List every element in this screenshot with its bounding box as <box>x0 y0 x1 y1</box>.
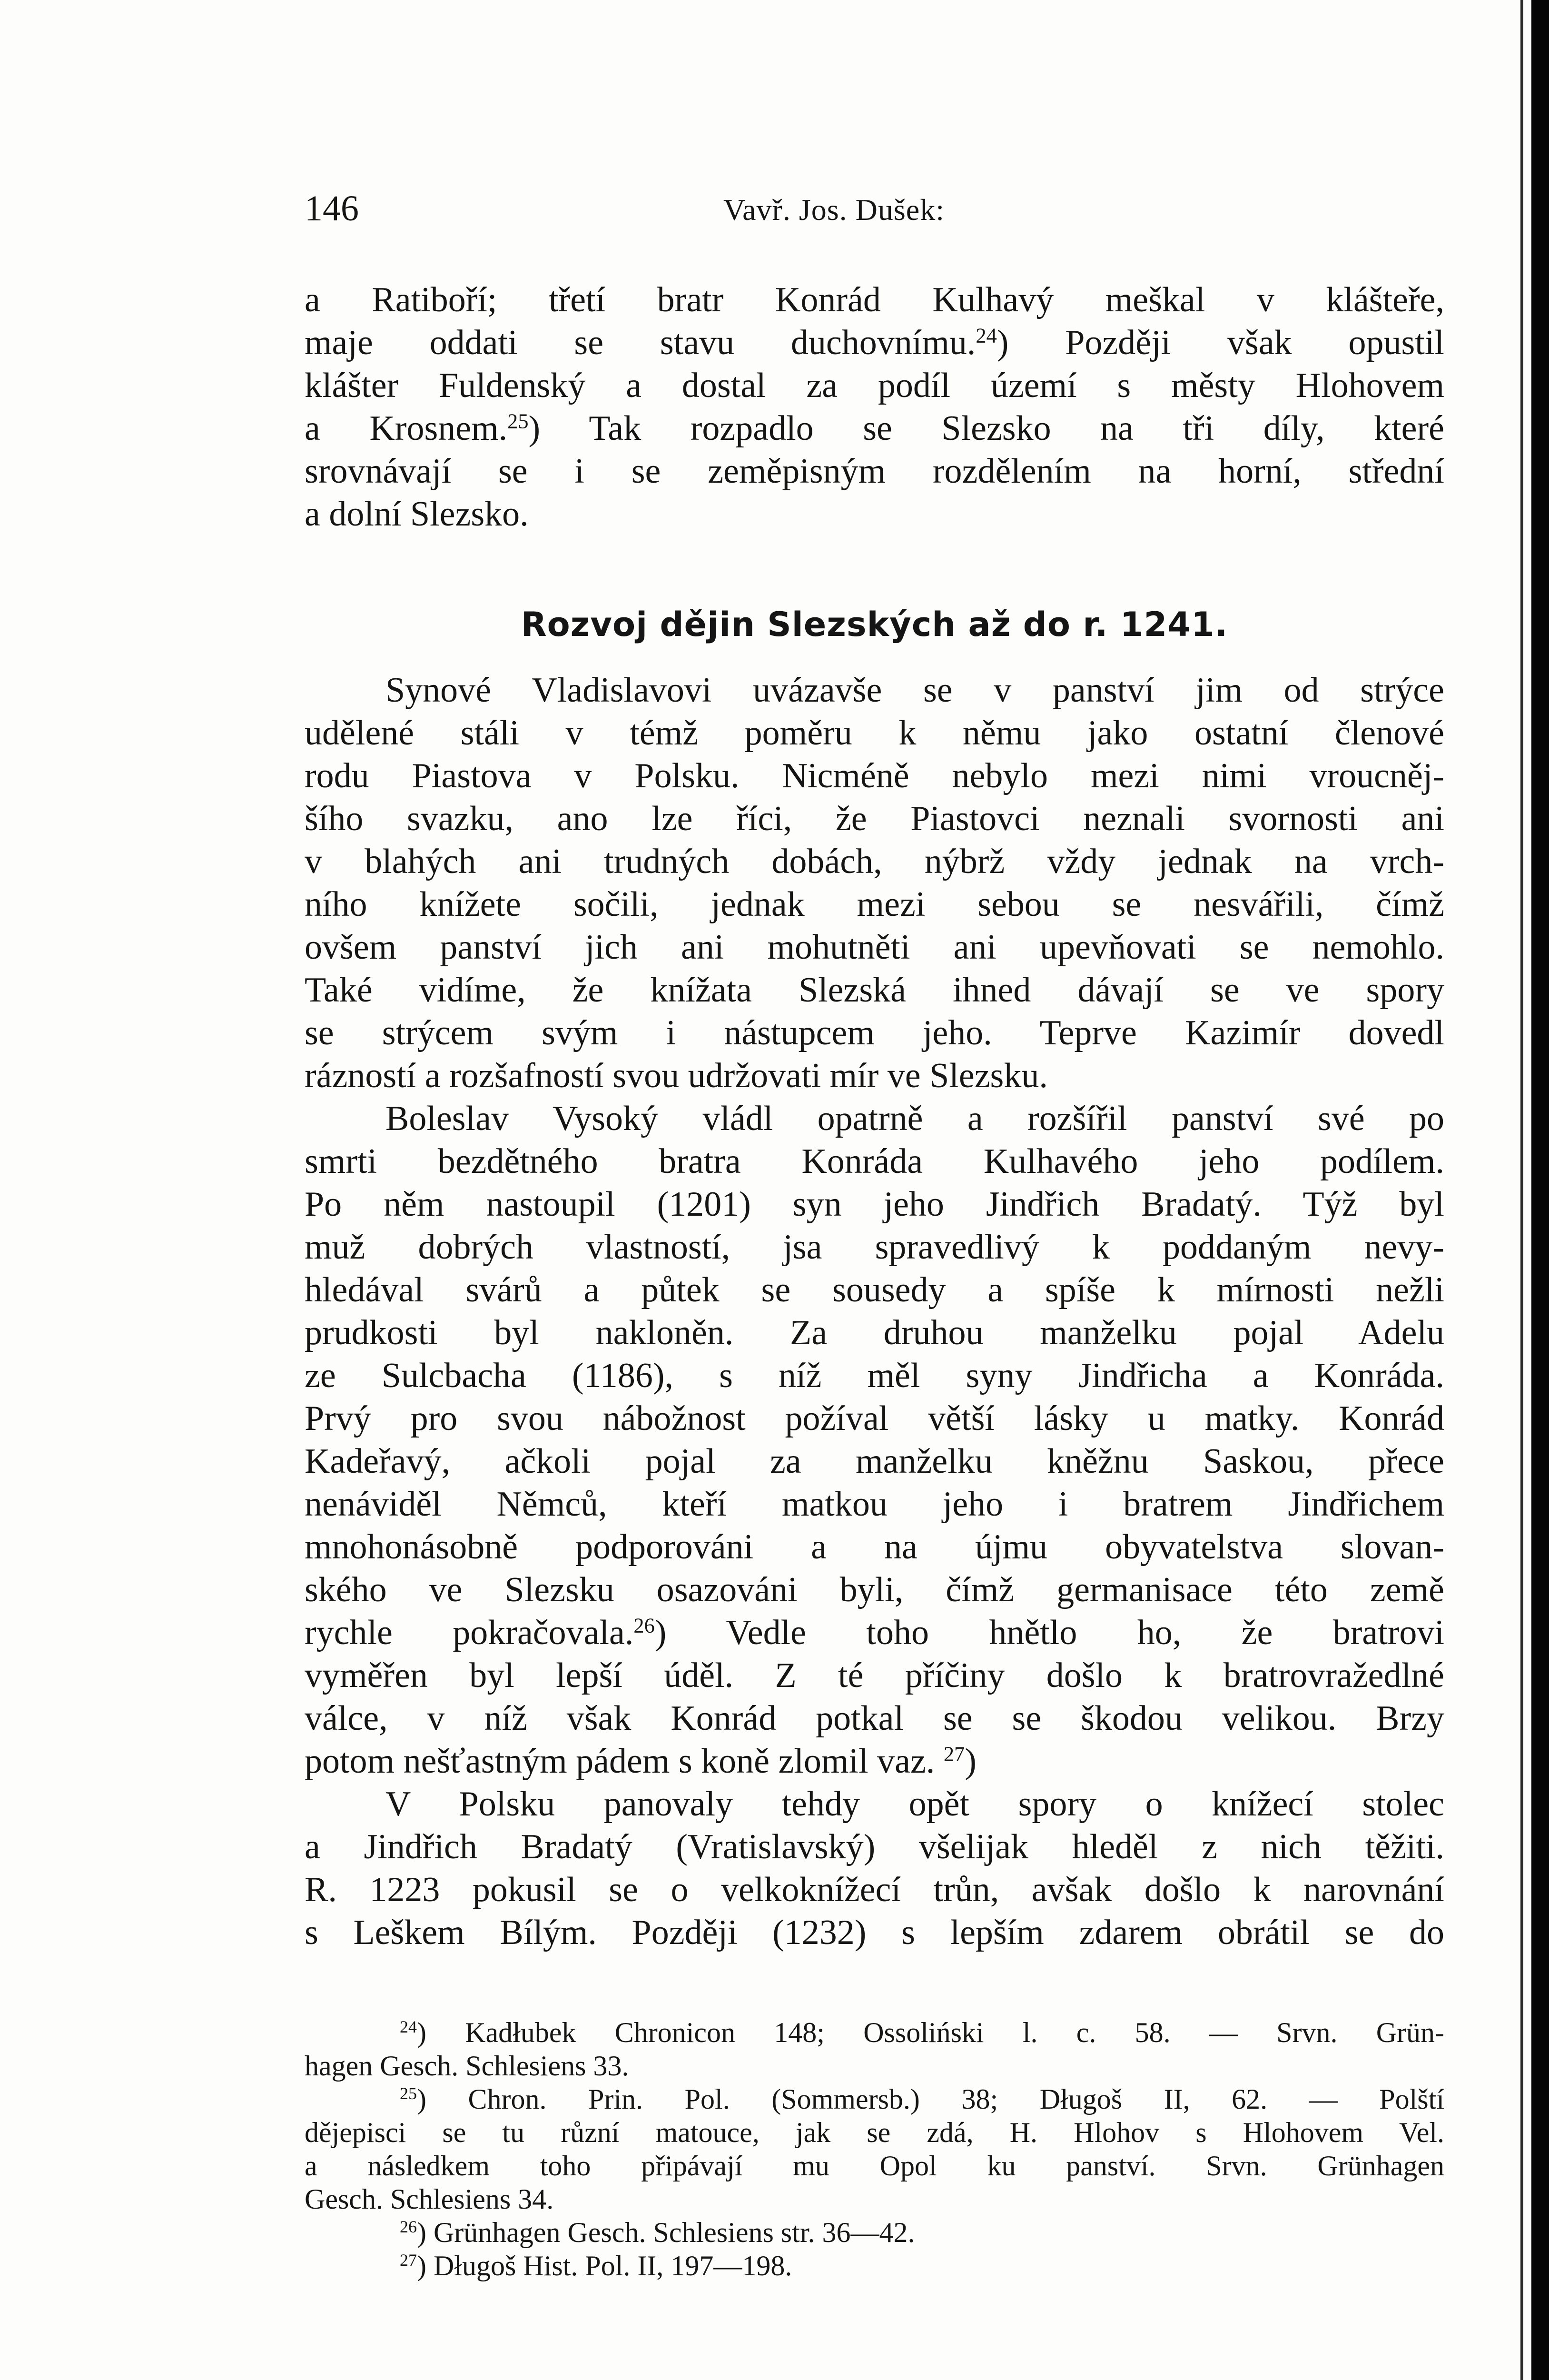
text-line: hledával svárů a půtek se sousedy a spíše k mírnosti nežli <box>305 1270 1444 1309</box>
footnote-line <box>305 2249 1444 2282</box>
footnote-ref: 24 <box>976 323 997 347</box>
text-line: muž dobrých vlastností, jsa spravedlivý k poddaným nevy- <box>305 1228 1444 1267</box>
text-fragment: maje oddati se stavu duchovnímu. <box>305 323 976 362</box>
footnote-number: 27 <box>400 2251 417 2270</box>
text-line: v blahých ani trudných dobách, nýbrž vždy jednak na vrch- <box>305 842 1444 881</box>
scan-border <box>1531 0 1549 2380</box>
text-line: srovnávají se i se zeměpisným rozdělením na horní, střední <box>305 452 1444 491</box>
footnote-line <box>305 2082 1444 2116</box>
page-edge-shadow <box>1520 0 1523 2380</box>
text-line: a Ratiboří; třetí bratr Konrád Kulhavý meškal v klášteře, <box>305 280 1444 319</box>
text-line: Kadeřavý, ačkoli pojal za manželku kněžnu Saskou, přece <box>305 1442 1444 1481</box>
text-fragment: ) Grünhagen Gesch. Schlesiens str. 36—42. <box>417 2217 915 2248</box>
text-line: ze Sulcbacha (1186), s níž měl syny Jindřicha a Konráda. <box>305 1356 1444 1395</box>
footnotes <box>305 2016 1444 2282</box>
footnote-ref: 26 <box>633 1613 655 1637</box>
text-line <box>305 1740 1444 1783</box>
text-fragment: ) Długoš Hist. Pol. II, 197—198. <box>417 2250 792 2281</box>
text-line: šího svazku, ano lze říci, že Piastovci neznali svornosti ani <box>305 799 1444 838</box>
text-line <box>305 1611 1444 1654</box>
text-line: prudkosti byl nakloněn. Za druhou manželku pojal Adelu <box>305 1313 1444 1352</box>
text-line: ského ve Slezsku osazováni byli, čímž germanisace této země <box>305 1570 1444 1609</box>
footnote-line: dějepisci se tu různí matouce, jak se zdá, H. Hlohov s Hlohovem Vel. <box>305 2117 1444 2148</box>
text-line: nenáviděl Němců, kteří matkou jeho i bratrem Jindřichem <box>305 1485 1444 1524</box>
intro-paragraph <box>305 278 1444 536</box>
footnote-line: Gesch. Schlesiens 34. <box>305 2183 554 2215</box>
text-line: se strýcem svým i nástupcem jeho. Teprve Kazimír dovedl <box>305 1013 1444 1052</box>
footnote-line <box>305 2216 1444 2249</box>
text-line: válce, v níž však Konrád potkal se se škodou velikou. Brzy <box>305 1699 1444 1738</box>
text-fragment: ) Chron. Prin. Pol. (Sommersb.) 38; Długoš II, 62. — Polští <box>417 2083 1444 2115</box>
text-line: rázností a rozšafností svou udržovati mír ve Slezsku. <box>305 1056 1048 1095</box>
page-number: 146 <box>305 188 359 228</box>
text-line: Také vidíme, že knížata Slezská ihned dávají se ve spory <box>305 971 1444 1010</box>
text-fragment: rychle pokračovala. <box>305 1613 634 1652</box>
text-line: Boleslav Vysoký vládl opatrně a rozšířil panství své po <box>385 1099 1444 1138</box>
running-head: Vavř. Jos. Dušek: <box>723 193 945 227</box>
text-fragment: ) Kadłubek Chronicon 148; Ossoliński l. c. 58. — Srvn. Grün- <box>417 2017 1444 2048</box>
text-line: udělené stáli v témž poměru k němu jako ostatní členové <box>305 714 1444 753</box>
text-line: R. 1223 pokusil se o velkoknížecí trůn, avšak došlo k narovnání <box>305 1870 1444 1909</box>
text-line: s Leškem Bílým. Později (1232) s lepším zdarem obrátil se do <box>305 1913 1444 1952</box>
text-fragment: a Krosnem. <box>305 409 508 448</box>
text-line: a Jindřich Bradatý (Vratislavský) všelijak hleděl z nich těžiti. <box>305 1827 1444 1866</box>
footnote-number: 25 <box>400 2084 417 2103</box>
text-fragment: ) Vedle toho hnětlo ho, že bratrovi <box>654 1613 1444 1652</box>
page-header <box>305 185 1447 237</box>
footnote-line: hagen Gesch. Schlesiens 33. <box>305 2050 629 2082</box>
footnote-number: 26 <box>400 2217 417 2237</box>
text-line: V Polsku panovaly tehdy opět spory o knížecí stolec <box>385 1785 1444 1824</box>
text-line: Synové Vladislavovi uvázavše se v panství jim od strýce <box>385 671 1444 710</box>
text-line: ovšem panství jich ani mohutněti ani upevňovati se nemohlo. <box>305 928 1444 967</box>
section-heading: Rozvoj dějin Slezských až do r. 1241. <box>521 605 1228 644</box>
text-fragment: ) <box>965 1742 977 1781</box>
text-line <box>305 321 1444 364</box>
footnote-ref: 25 <box>507 409 529 433</box>
text-line: Po něm nastoupil (1201) syn jeho Jindřich Bradatý. Týž byl <box>305 1185 1444 1224</box>
text-line: smrti bezdětného bratra Konráda Kulhavého jeho podílem. <box>305 1142 1444 1181</box>
text-line: rodu Piastova v Polsku. Nicméně nebylo mezi nimi vroucněj- <box>305 756 1444 795</box>
text-line: klášter Fuldenský a dostal za podíl území s městy Hlohovem <box>305 366 1444 405</box>
text-line: ního knížete sočili, jednak mezi sebou se nesvářili, čímž <box>305 885 1444 924</box>
footnote-number: 24 <box>400 2017 417 2037</box>
footnote-line <box>305 2016 1444 2049</box>
text-fragment: ) Tak rozpadlo se Slezsko na tři díly, které <box>528 409 1444 448</box>
text-line <box>305 407 1444 450</box>
section-body <box>305 669 1444 1954</box>
text-line: Prvý pro svou nábožnost požíval větší lásky u matky. Konrád <box>305 1399 1444 1438</box>
text-line: vyměřen byl lepší úděl. Z té příčiny došlo k bratrovražedlné <box>305 1656 1444 1695</box>
text-fragment: potom nešťastným pádem s koně zlomil vaz. <box>305 1742 935 1781</box>
footnote-line: a následkem toho připávají mu Opol ku panství. Srvn. Grünhagen <box>305 2150 1444 2182</box>
text-line: a dolní Slezsko. <box>305 495 529 534</box>
text-fragment: ) Později však opustil <box>996 323 1444 362</box>
text-line: mnohonásobně podporováni a na újmu obyvatelstva slovan- <box>305 1527 1444 1567</box>
footnote-ref: 27 <box>943 1742 965 1766</box>
